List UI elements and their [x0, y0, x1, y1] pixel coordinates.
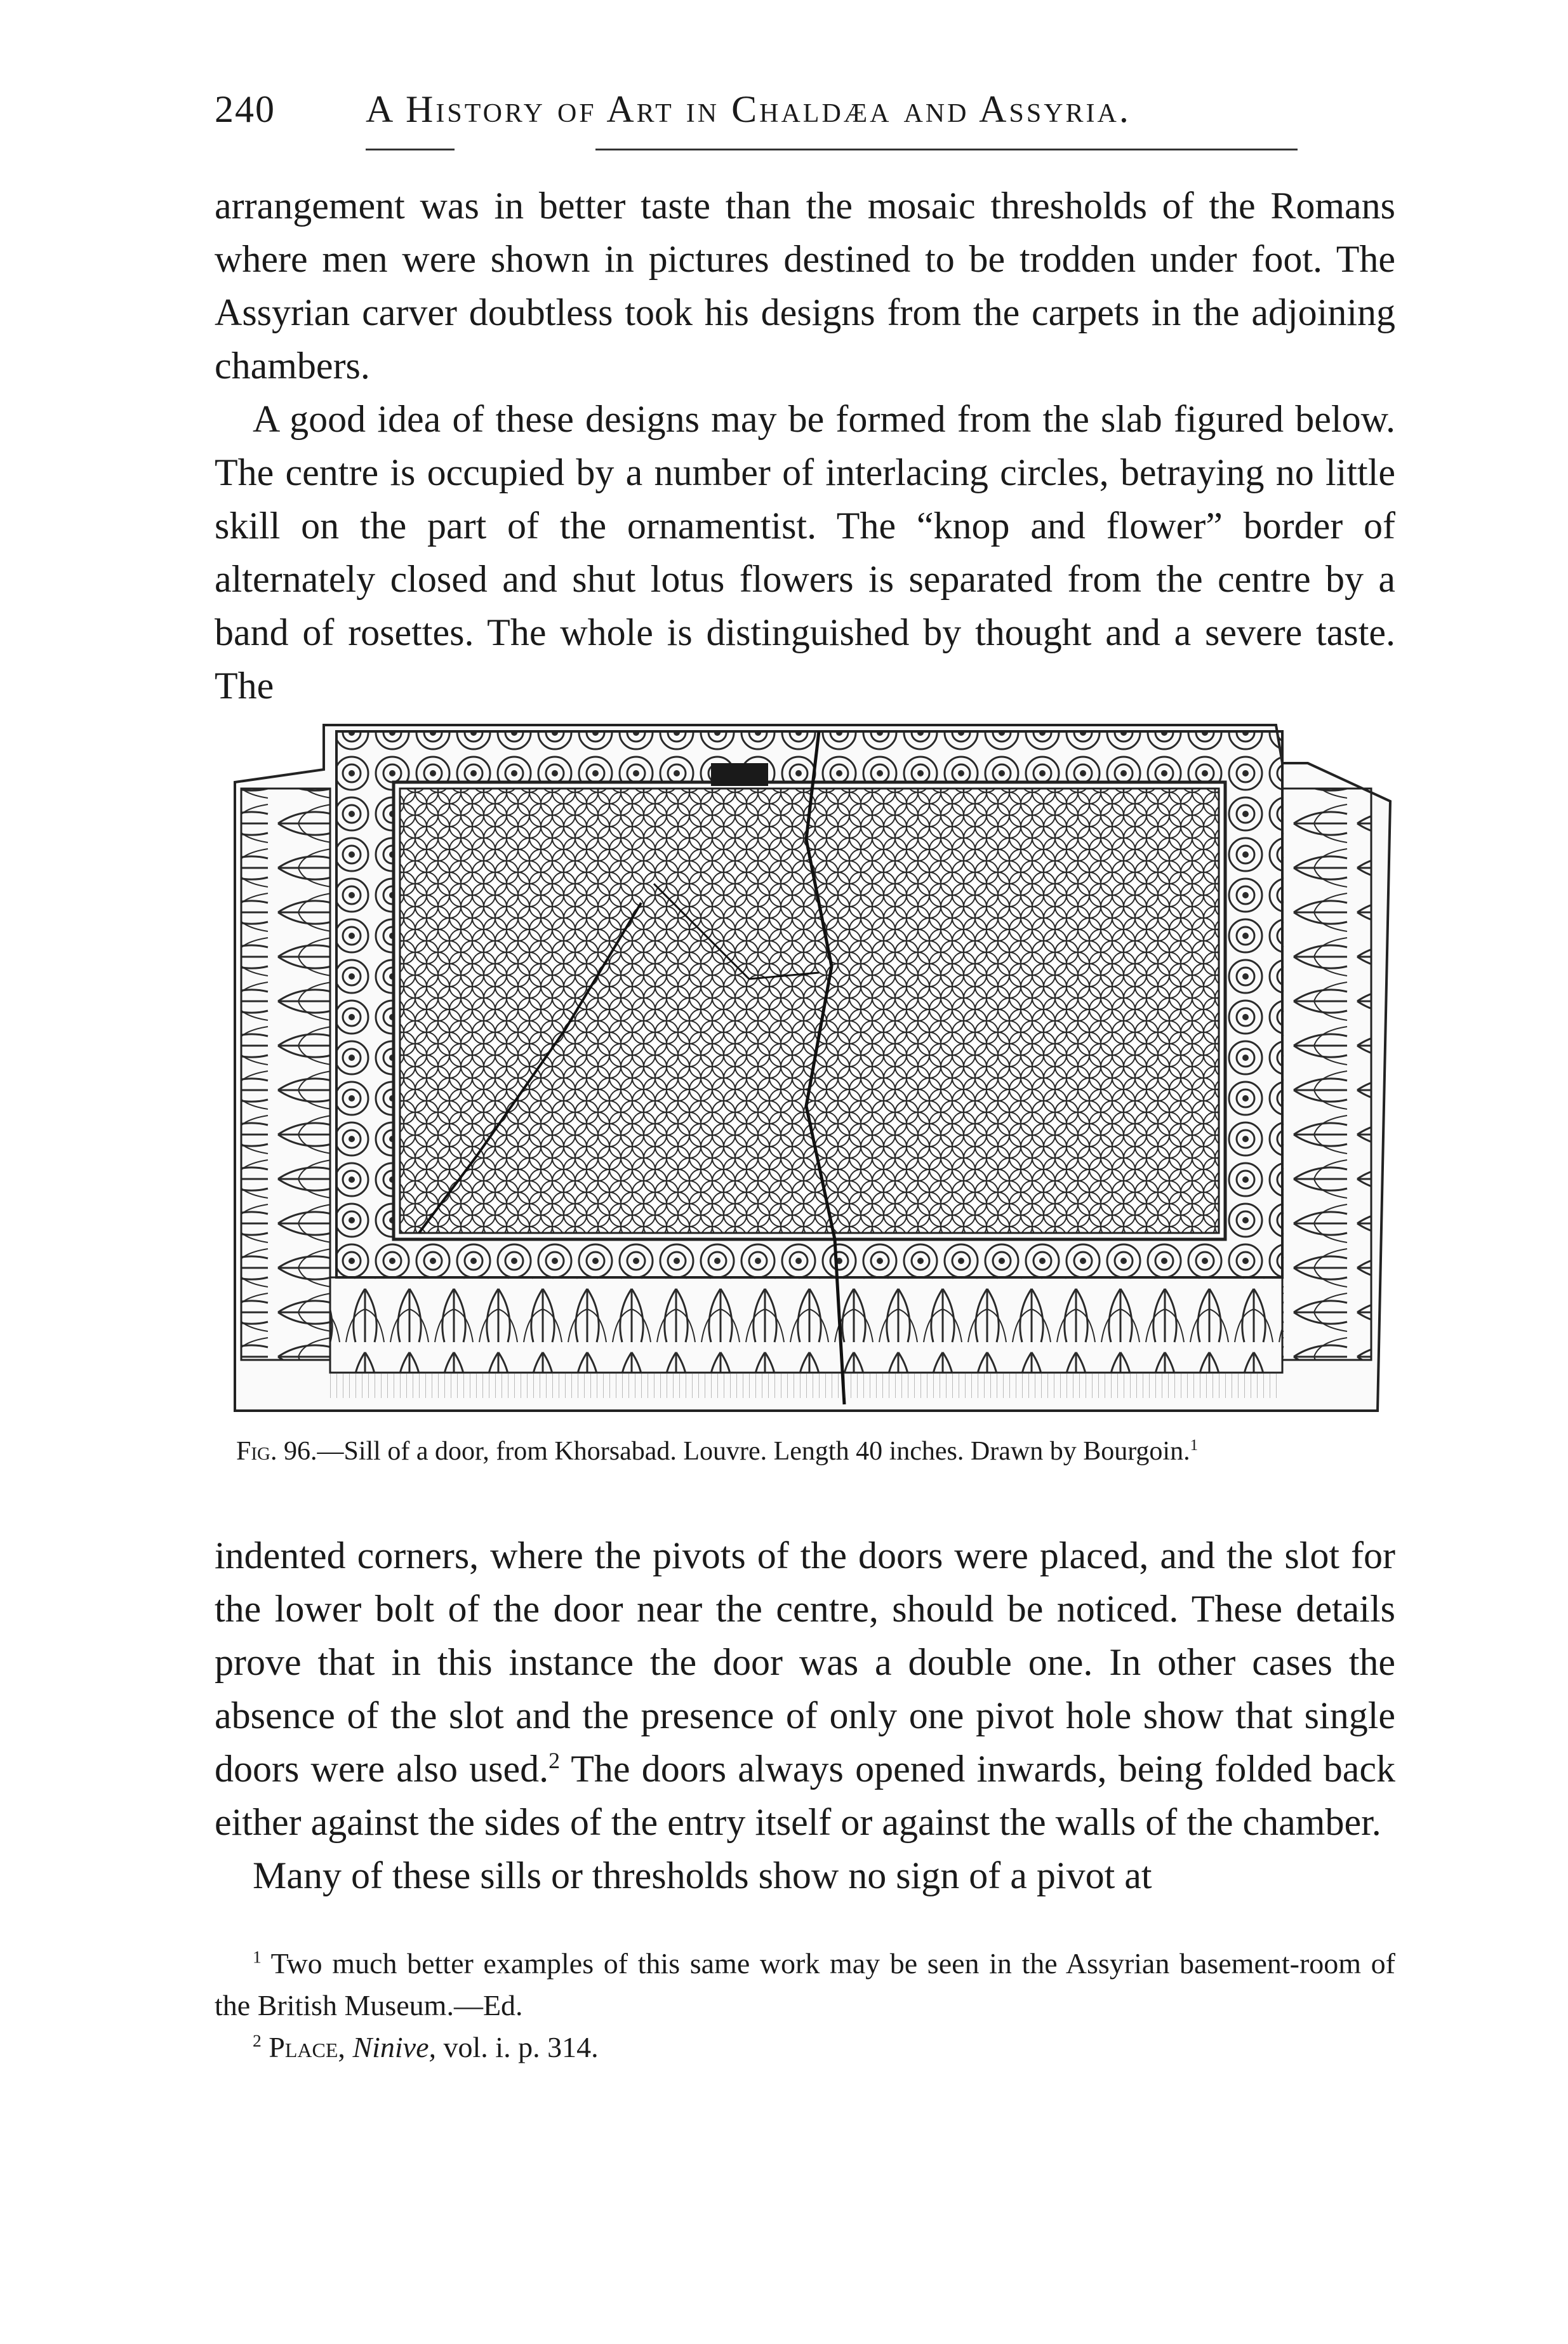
caption-note: 1 — [1190, 1437, 1199, 1454]
caption-text: —Sill of a door, from Khorsabad. Louvre. Length 40 inches. Drawn by Bourgoin. — [317, 1437, 1190, 1466]
caption-label: Fig. 96. — [236, 1437, 317, 1466]
paragraph-designs: A good idea of these designs may be formed from the slab figured below. The centre is occupied by a number of interlacing circles, betraying no little skill on the part of the ornamentist. The “knop and flower” border of alternately closed and shut lotus flowers is separated from the centre by a band of rosettes. The whole is distinguished by thought and a severe taste. The — [215, 398, 1395, 707]
bottom-lotus-border — [330, 1277, 1282, 1373]
door-sill-illustration — [209, 712, 1403, 1423]
footnote-1-text: Two much better examples of this same work may be seen in the Assyrian basement-room of the British Museum.—Ed. — [215, 1947, 1395, 2021]
bolt-slot — [711, 763, 768, 786]
footnote-1 — [215, 1943, 1395, 2027]
footnote-1-mark: 1 — [253, 1947, 262, 1967]
left-lotus-border — [241, 789, 330, 1360]
paragraph-continued: arrangement was in better taste than the mosaic thresholds of the Romans where men were shown in pictures destined to be trodden under foot. The Assyrian carver doubtless took his designs from the carpets in the adjoining chambers. — [215, 185, 1395, 387]
paragraph-corners — [215, 1529, 1395, 1849]
footnote-2-author: Place, — [261, 2031, 345, 2063]
footnote-2 — [215, 2027, 1395, 2068]
header-rule-left — [366, 149, 455, 150]
footnote-2-mark: 2 — [253, 2030, 262, 2051]
body-text-bottom — [215, 1529, 1395, 1902]
figure-caption — [236, 1436, 1417, 1467]
worn-edge — [330, 1373, 1282, 1398]
paragraph-corners-b: The doors always opened inwards, being folded back either against the sides of the entry itself or against the walls of the chamber. — [215, 1748, 1395, 1843]
paragraph-corners-a: indented corners, where the pivots of the doors were placed, and the slot for the lower bolt of the door near the centre, should be noticed. These details prove that in this instance the door was a double one. In other cases the absence of the slot and the presence of only one pivot hole show that single doors were also used. — [215, 1535, 1395, 1790]
footnote-2-rest: vol. i. p. 314. — [436, 2031, 599, 2063]
running-title: A History of Art in Chaldæa and Assyria. — [366, 88, 1131, 130]
page-header — [215, 75, 1308, 132]
right-lotus-border — [1282, 789, 1371, 1360]
body-text-top — [215, 179, 1395, 712]
page-number: 240 — [215, 88, 276, 130]
footnote-ref-2: 2 — [548, 1748, 561, 1773]
footnote-2-title: Ninive, — [345, 2031, 437, 2063]
footnotes — [215, 1943, 1395, 2068]
figure-door-sill — [209, 712, 1403, 1423]
paragraph-sills: Many of these sills or thresholds show no sign of a pivot at — [253, 1855, 1152, 1896]
header-rule-right — [595, 149, 1298, 150]
